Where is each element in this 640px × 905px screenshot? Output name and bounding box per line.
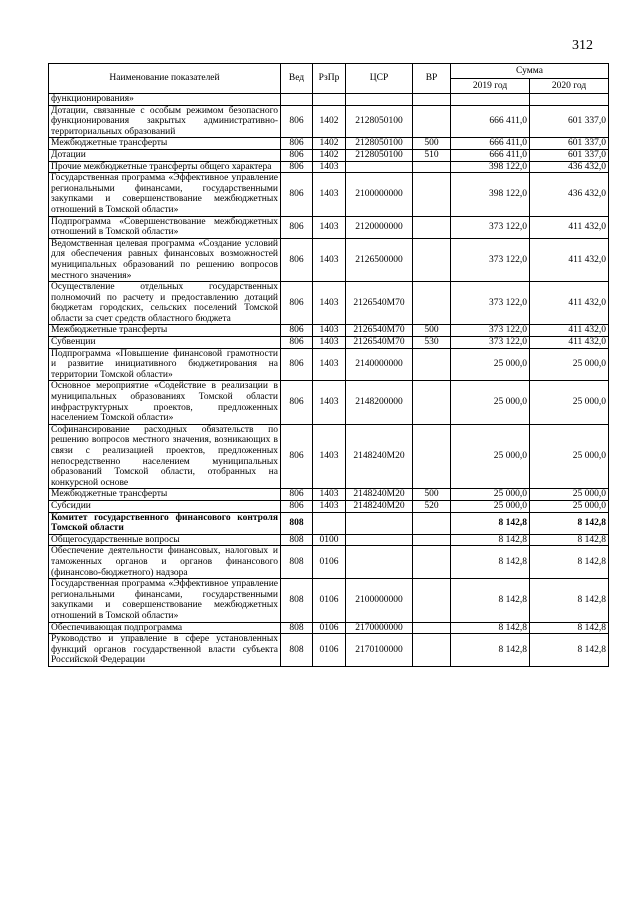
- cell-name: Прочие межбюджетные трансферты общего характера: [49, 161, 281, 173]
- cell-ved: 806: [281, 348, 313, 381]
- table-row: [49, 512, 609, 534]
- table-row: [49, 424, 609, 489]
- cell-2020: 25 000,0: [530, 348, 609, 381]
- table-row: [49, 138, 609, 150]
- cell-csr: 2148240М20: [346, 424, 413, 489]
- header-csr: ЦСР: [346, 64, 413, 94]
- header-2019: 2019 год: [451, 79, 530, 94]
- cell-ved: 806: [281, 173, 313, 216]
- table-row: [49, 149, 609, 161]
- cell-2020: 25 000,0: [530, 424, 609, 489]
- cell-rzpr: 1403: [313, 381, 346, 424]
- cell-csr: 2170000000: [346, 622, 413, 634]
- cell-2019: 8 142,8: [451, 579, 530, 622]
- cell-2019: 666 411,0: [451, 105, 530, 138]
- cell-vr: [413, 381, 451, 424]
- cell-2020: 8 142,8: [530, 634, 609, 667]
- header-rzpr: РзПр: [313, 64, 346, 94]
- table-row: [49, 534, 609, 546]
- cell-ved: 808: [281, 512, 313, 534]
- cell-ved: 806: [281, 489, 313, 501]
- cell-2020: 8 142,8: [530, 512, 609, 534]
- cell-2020: 411 432,0: [530, 238, 609, 281]
- cell-vr: [413, 622, 451, 634]
- cell-ved: 806: [281, 325, 313, 337]
- cell-2020: 411 432,0: [530, 325, 609, 337]
- cell-rzpr: 0106: [313, 579, 346, 622]
- cell-2020: 8 142,8: [530, 534, 609, 546]
- cell-csr: [346, 161, 413, 173]
- cell-ved: 806: [281, 337, 313, 349]
- cell-ved: [281, 94, 313, 106]
- cell-name: Подпрограмма «Повышение финансовой грамотности и развитие инициативного бюджетирования на территории Томской области»: [49, 348, 281, 381]
- cell-rzpr: [313, 94, 346, 106]
- cell-vr: [413, 348, 451, 381]
- cell-ved: 806: [281, 500, 313, 512]
- cell-name: Комитет государственного финансового контроля Томской области: [49, 512, 281, 534]
- cell-2019: 398 122,0: [451, 173, 530, 216]
- table-row: [49, 337, 609, 349]
- cell-csr: 2148240М20: [346, 489, 413, 501]
- cell-csr: 2100000000: [346, 173, 413, 216]
- cell-vr: [413, 512, 451, 534]
- cell-2019: 25 000,0: [451, 381, 530, 424]
- cell-2019: 666 411,0: [451, 138, 530, 150]
- table-row: [49, 546, 609, 579]
- cell-csr: [346, 546, 413, 579]
- cell-rzpr: 1403: [313, 282, 346, 325]
- cell-rzpr: 1403: [313, 500, 346, 512]
- cell-csr: [346, 512, 413, 534]
- cell-name: Межбюджетные трансферты: [49, 138, 281, 150]
- cell-name: Субсидии: [49, 500, 281, 512]
- cell-ved: 806: [281, 238, 313, 281]
- cell-2019: 398 122,0: [451, 161, 530, 173]
- table-row: [49, 105, 609, 138]
- cell-rzpr: 0106: [313, 546, 346, 579]
- cell-ved: 806: [281, 282, 313, 325]
- cell-ved: 808: [281, 546, 313, 579]
- cell-vr: 530: [413, 337, 451, 349]
- cell-ved: 806: [281, 105, 313, 138]
- cell-2019: 25 000,0: [451, 500, 530, 512]
- cell-ved: 806: [281, 381, 313, 424]
- cell-vr: 500: [413, 489, 451, 501]
- cell-vr: [413, 424, 451, 489]
- cell-2020: 601 337,0: [530, 138, 609, 150]
- cell-2020: 25 000,0: [530, 500, 609, 512]
- cell-2019: 8 142,8: [451, 622, 530, 634]
- cell-vr: [413, 173, 451, 216]
- cell-2019: 8 142,8: [451, 634, 530, 667]
- cell-name: Межбюджетные трансферты: [49, 489, 281, 501]
- cell-2019: 373 122,0: [451, 238, 530, 281]
- cell-name: Подпрограмма «Совершенствование межбюджетных отношений в Томской области»: [49, 216, 281, 238]
- table-row: [49, 489, 609, 501]
- cell-2019: 25 000,0: [451, 348, 530, 381]
- cell-2019: 8 142,8: [451, 534, 530, 546]
- budget-table: [48, 63, 609, 667]
- cell-csr: 2128050100: [346, 149, 413, 161]
- cell-name: Государственная программа «Эффективное управление региональными финансами, государственными закупками и совершенствование межбюджетных отношений в Томской области»: [49, 173, 281, 216]
- cell-vr: 520: [413, 500, 451, 512]
- cell-name: Основное мероприятие «Содействие в реализации в муниципальных образованиях Томской области инфраструктурных проектов, предложенных населением Томской области»: [49, 381, 281, 424]
- cell-csr: 2140000000: [346, 348, 413, 381]
- cell-ved: 808: [281, 622, 313, 634]
- cell-2020: 436 432,0: [530, 161, 609, 173]
- cell-name: Дотации, связанные с особым режимом безопасного функционирования закрытых административно-территориальных образований: [49, 105, 281, 138]
- cell-name: Общегосударственные вопросы: [49, 534, 281, 546]
- cell-csr: 2128050100: [346, 138, 413, 150]
- cell-ved: 808: [281, 534, 313, 546]
- cell-vr: [413, 161, 451, 173]
- cell-vr: 500: [413, 325, 451, 337]
- cell-name: Субвенции: [49, 337, 281, 349]
- cell-vr: [413, 579, 451, 622]
- cell-2019: 373 122,0: [451, 282, 530, 325]
- cell-rzpr: [313, 512, 346, 534]
- cell-rzpr: 1403: [313, 161, 346, 173]
- cell-rzpr: 1402: [313, 105, 346, 138]
- cell-2019: 373 122,0: [451, 325, 530, 337]
- cell-vr: 500: [413, 138, 451, 150]
- cell-2020: 25 000,0: [530, 381, 609, 424]
- cell-vr: [413, 634, 451, 667]
- cell-vr: 510: [413, 149, 451, 161]
- cell-csr: 2128050100: [346, 105, 413, 138]
- cell-csr: 2148200000: [346, 381, 413, 424]
- cell-rzpr: 0106: [313, 622, 346, 634]
- cell-rzpr: 0106: [313, 634, 346, 667]
- cell-2020: [530, 94, 609, 106]
- cell-csr: 2148240М20: [346, 500, 413, 512]
- table-row: [49, 238, 609, 281]
- table-row: [49, 348, 609, 381]
- cell-csr: 2120000000: [346, 216, 413, 238]
- cell-2020: 25 000,0: [530, 489, 609, 501]
- cell-csr: 2126500000: [346, 238, 413, 281]
- cell-name: Софинансирование расходных обязательств по решению вопросов местного значения, возникающих в связи с реализацией проектов, предложенных непосредственно населением муниципальных образований Томской области, отобранных на конкурсной основе: [49, 424, 281, 489]
- cell-rzpr: 0100: [313, 534, 346, 546]
- cell-ved: 806: [281, 161, 313, 173]
- cell-rzpr: 1402: [313, 149, 346, 161]
- table-row: [49, 161, 609, 173]
- table-row: [49, 94, 609, 106]
- cell-name: Государственная программа «Эффективное управление региональными финансами, государственными закупками и совершенствование межбюджетных отношений в Томской области»: [49, 579, 281, 622]
- cell-2020: 601 337,0: [530, 105, 609, 138]
- cell-rzpr: 1403: [313, 216, 346, 238]
- table-row: [49, 216, 609, 238]
- cell-rzpr: 1403: [313, 348, 346, 381]
- header-sum: Сумма: [451, 64, 609, 79]
- cell-rzpr: 1403: [313, 325, 346, 337]
- cell-rzpr: 1403: [313, 489, 346, 501]
- cell-name: Осуществление отдельных государственных полномочий по расчету и предоставлению дотаций бюджетам городских, сельских поселений Томской области за счет средств областного бюджета: [49, 282, 281, 325]
- cell-2020: 411 432,0: [530, 282, 609, 325]
- cell-csr: 2126540М70: [346, 325, 413, 337]
- table-row: [49, 325, 609, 337]
- cell-ved: 806: [281, 216, 313, 238]
- cell-2020: 8 142,8: [530, 579, 609, 622]
- cell-vr: [413, 282, 451, 325]
- cell-2019: 8 142,8: [451, 512, 530, 534]
- cell-csr: 2100000000: [346, 579, 413, 622]
- cell-ved: 808: [281, 579, 313, 622]
- cell-vr: [413, 546, 451, 579]
- cell-csr: [346, 534, 413, 546]
- table-row: [49, 282, 609, 325]
- cell-rzpr: 1403: [313, 424, 346, 489]
- table-row: [49, 622, 609, 634]
- cell-name: Обеспечивающая подпрограмма: [49, 622, 281, 634]
- cell-vr: [413, 216, 451, 238]
- header-name: Наименование показателей: [49, 64, 281, 94]
- cell-csr: 2170100000: [346, 634, 413, 667]
- cell-2020: 601 337,0: [530, 149, 609, 161]
- cell-csr: 2126540М70: [346, 282, 413, 325]
- page-number: 312: [572, 38, 593, 53]
- cell-vr: [413, 105, 451, 138]
- cell-2019: 8 142,8: [451, 546, 530, 579]
- header-2020: 2020 год: [530, 79, 609, 94]
- cell-name: Руководство и управление в сфере установленных функций органов государственной власти субъекта Российской Федерации: [49, 634, 281, 667]
- cell-ved: 806: [281, 424, 313, 489]
- cell-rzpr: 1402: [313, 138, 346, 150]
- cell-2019: 25 000,0: [451, 424, 530, 489]
- cell-2019: 373 122,0: [451, 216, 530, 238]
- table-row: [49, 500, 609, 512]
- cell-2020: 436 432,0: [530, 173, 609, 216]
- cell-2019: 25 000,0: [451, 489, 530, 501]
- cell-ved: 806: [281, 138, 313, 150]
- cell-2020: 8 142,8: [530, 546, 609, 579]
- cell-2020: 411 432,0: [530, 216, 609, 238]
- cell-name: Межбюджетные трансферты: [49, 325, 281, 337]
- table-row: [49, 173, 609, 216]
- header-vr: ВР: [413, 64, 451, 94]
- table-row: [49, 579, 609, 622]
- cell-2020: 8 142,8: [530, 622, 609, 634]
- cell-ved: 806: [281, 149, 313, 161]
- cell-rzpr: 1403: [313, 337, 346, 349]
- cell-csr: 2126540М70: [346, 337, 413, 349]
- cell-vr: [413, 238, 451, 281]
- cell-2019: 666 411,0: [451, 149, 530, 161]
- table-row: [49, 381, 609, 424]
- header-ved: Вед: [281, 64, 313, 94]
- cell-2019: 373 122,0: [451, 337, 530, 349]
- cell-name: функционирования»: [49, 94, 281, 106]
- cell-rzpr: 1403: [313, 238, 346, 281]
- cell-name: Дотации: [49, 149, 281, 161]
- cell-name: Ведомственная целевая программа «Создание условий для обеспечения равных финансовых возможностей муниципальных образований по решению вопросов местного значения»: [49, 238, 281, 281]
- cell-vr: [413, 94, 451, 106]
- cell-2019: [451, 94, 530, 106]
- cell-vr: [413, 534, 451, 546]
- table-body: [49, 94, 609, 667]
- table-header: [49, 64, 609, 94]
- table-row: [49, 634, 609, 667]
- cell-ved: 808: [281, 634, 313, 667]
- cell-name: Обеспечение деятельности финансовых, налоговых и таможенных органов и органов финансового (финансово-бюджетного) надзора: [49, 546, 281, 579]
- cell-rzpr: 1403: [313, 173, 346, 216]
- cell-2020: 411 432,0: [530, 337, 609, 349]
- cell-csr: [346, 94, 413, 106]
